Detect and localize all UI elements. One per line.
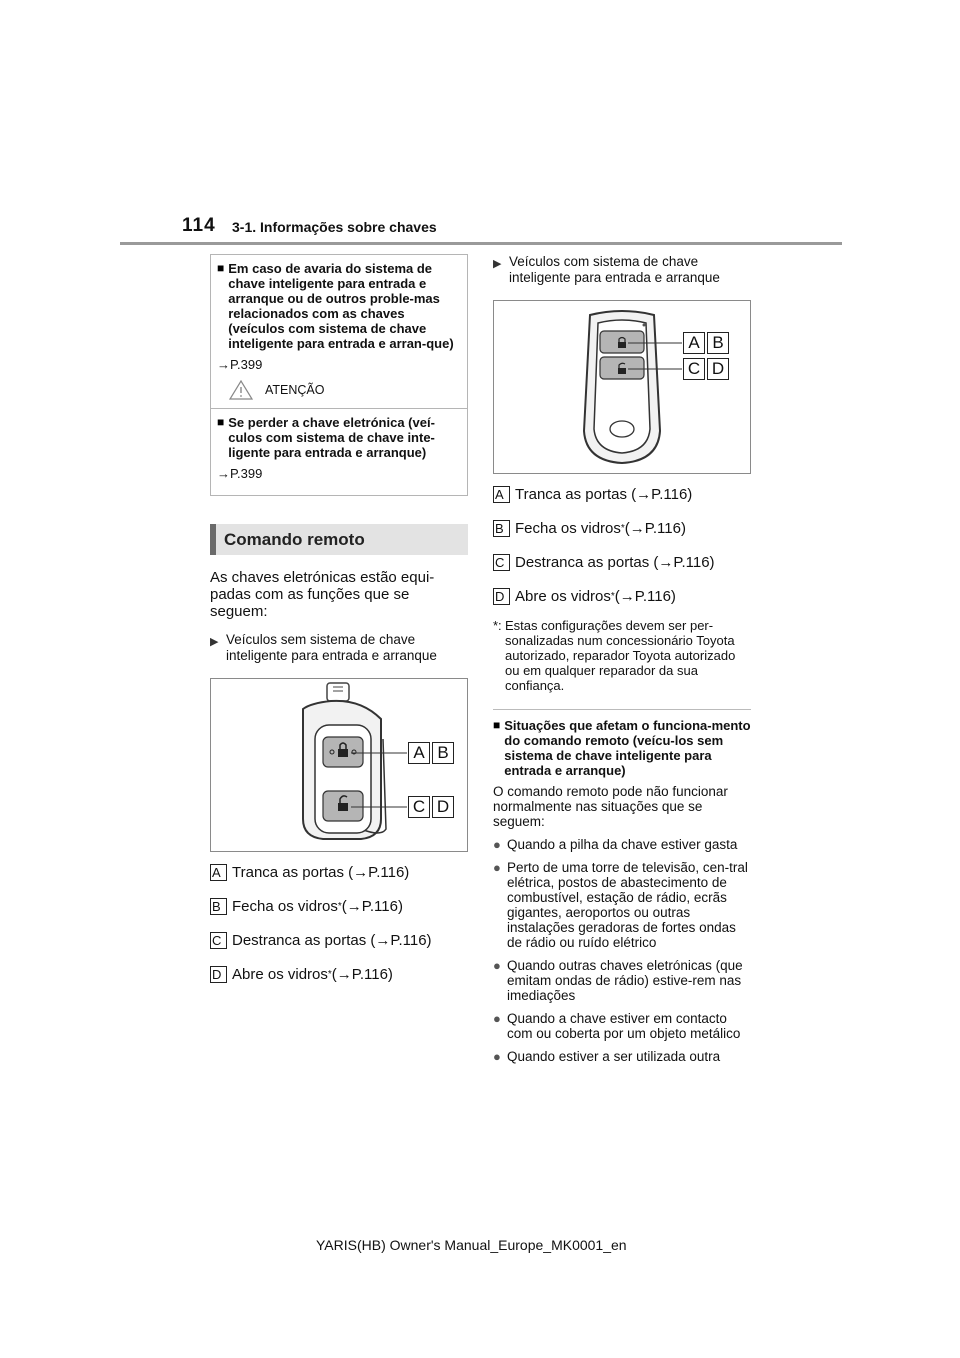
circle-bullet-icon: ● (493, 1049, 501, 1064)
intro-paragraph: As chaves eletrónicas estão equi-padas com as funções que se seguem: (210, 569, 435, 620)
warning-triangle-icon (229, 380, 253, 400)
footnote-mark: *: (493, 618, 502, 633)
section-divider (493, 709, 751, 710)
bullet-item: ● Quando a pilha da chave estiver gasta (493, 837, 738, 852)
heading-remote-situations: ■ Situações que afetam o funciona-mento do comando remoto (veícu-los sem sistema de chave inteligente para entrada e arranque) (493, 718, 751, 778)
figure-label-a: A (683, 332, 705, 354)
square-bullet-icon: ■ (493, 718, 501, 732)
circle-bullet-icon: ● (493, 1011, 501, 1026)
subhead-no-smart-key: ▶ Veículos sem sistema de chave inteligente para entrada e arranque (210, 632, 437, 663)
figure-label-c: C (683, 358, 705, 380)
figure-label-d: D (707, 358, 729, 380)
caution-label: ATENÇÃO (265, 383, 325, 397)
legend-list (493, 486, 751, 605)
legend-letter: C (493, 554, 510, 571)
footnote: *: Estas configurações devem ser per-sonalizadas num concessionário Toyota autorizado, reparador Toyota autorizado ou em qualquer reparador da sua confiança. (493, 618, 736, 693)
circle-bullet-icon: ● (493, 837, 501, 852)
bullet-item: ● Quando estiver a ser utilizada outra (493, 1049, 721, 1064)
legend-letter: A (210, 864, 227, 881)
smart-key-illustration (494, 301, 750, 471)
info-heading-malfunction: ■ Em caso de avaria do sistema de chave inteligente para entrada e arranque ou de outros proble-mas relacionados com as chaves (veículos com sistema de chave inteligente para entrada e arran-que) (217, 261, 454, 351)
page-number: 114 (182, 215, 216, 236)
figure-flip-key (210, 678, 468, 852)
circle-bullet-icon: ● (493, 958, 501, 973)
legend-item: D Abre os vidros * (→P.116) (212, 966, 393, 983)
legend-list (210, 864, 468, 983)
circle-bullet-icon: ● (493, 860, 501, 875)
figure-label-d: D (432, 796, 454, 818)
box-divider (211, 408, 467, 409)
flip-key-illustration (211, 679, 467, 849)
legend-item: B Fecha os vidros * (→P.116) (495, 520, 686, 537)
bullet-item: ● Quando outras chaves eletrónicas (que emitam ondas de rádio) estive-rem nas imediações (493, 958, 743, 1003)
figure-label-a: A (408, 742, 430, 764)
square-bullet-icon: ■ (217, 415, 225, 429)
section-title: 3-1. Informações sobre chaves (232, 219, 437, 235)
footer-manual-id: YARIS(HB) Owner's Manual_Europe_MK0001_en (316, 1237, 627, 1253)
legend-letter: D (493, 588, 510, 605)
info-box (210, 254, 468, 496)
triangle-bullet-icon: ▶ (493, 258, 502, 270)
right-column (493, 254, 751, 1064)
legend-letter: B (210, 898, 227, 915)
subhead-smart-key: ▶ Veículos com sistema de chave inteligente para entrada e arranque (493, 254, 720, 285)
legend-item: A Tranca as portas (→P.116) (212, 864, 410, 881)
header-rule (120, 242, 842, 245)
legend-item: C Destranca as portas (→P.116) (212, 932, 432, 949)
legend-item: A Tranca as portas (→P.116) (495, 486, 693, 503)
caution-notice (217, 380, 459, 400)
figure-label-b: B (707, 332, 729, 354)
legend-item: B Fecha os vidros * (→P.116) (212, 898, 403, 915)
situations-paragraph: O comando remoto pode não funcionar normalmente nas situações que se seguem: (493, 784, 728, 829)
figure-smart-key (493, 300, 751, 474)
square-bullet-icon: ■ (217, 261, 225, 275)
legend-letter: B (493, 520, 510, 537)
legend-letter: A (493, 486, 510, 503)
bullet-item: ● Perto de uma torre de televisão, cen-tral elétrica, postos de abastecimento de combustível, estação de rádio, ecrãs gigantes, aeroportos ou outras instalações geradoras de fortes ondas de rádio ou ruído elétrico (493, 860, 748, 950)
page-reference[interactable]: →P.399 (217, 466, 263, 481)
left-column (210, 254, 468, 1000)
triangle-bullet-icon: ▶ (210, 636, 219, 648)
legend-item: D Abre os vidros * (→P.116) (495, 588, 676, 605)
figure-label-b: B (432, 742, 454, 764)
bullet-item: ● Quando a chave estiver em contacto com ou coberta por um objeto metálico (493, 1011, 741, 1041)
page-reference[interactable]: →P.399 (217, 357, 263, 372)
legend-letter: D (210, 966, 227, 983)
figure-label-c: C (408, 796, 430, 818)
section-bar-remote: Comando remoto (210, 524, 468, 555)
legend-item: C Destranca as portas (→P.116) (495, 554, 715, 571)
info-heading-lost-key: ■ Se perder a chave eletrónica (veí-culos com sistema de chave inte-ligente para entrada e arranque) (217, 415, 435, 460)
legend-letter: C (210, 932, 227, 949)
